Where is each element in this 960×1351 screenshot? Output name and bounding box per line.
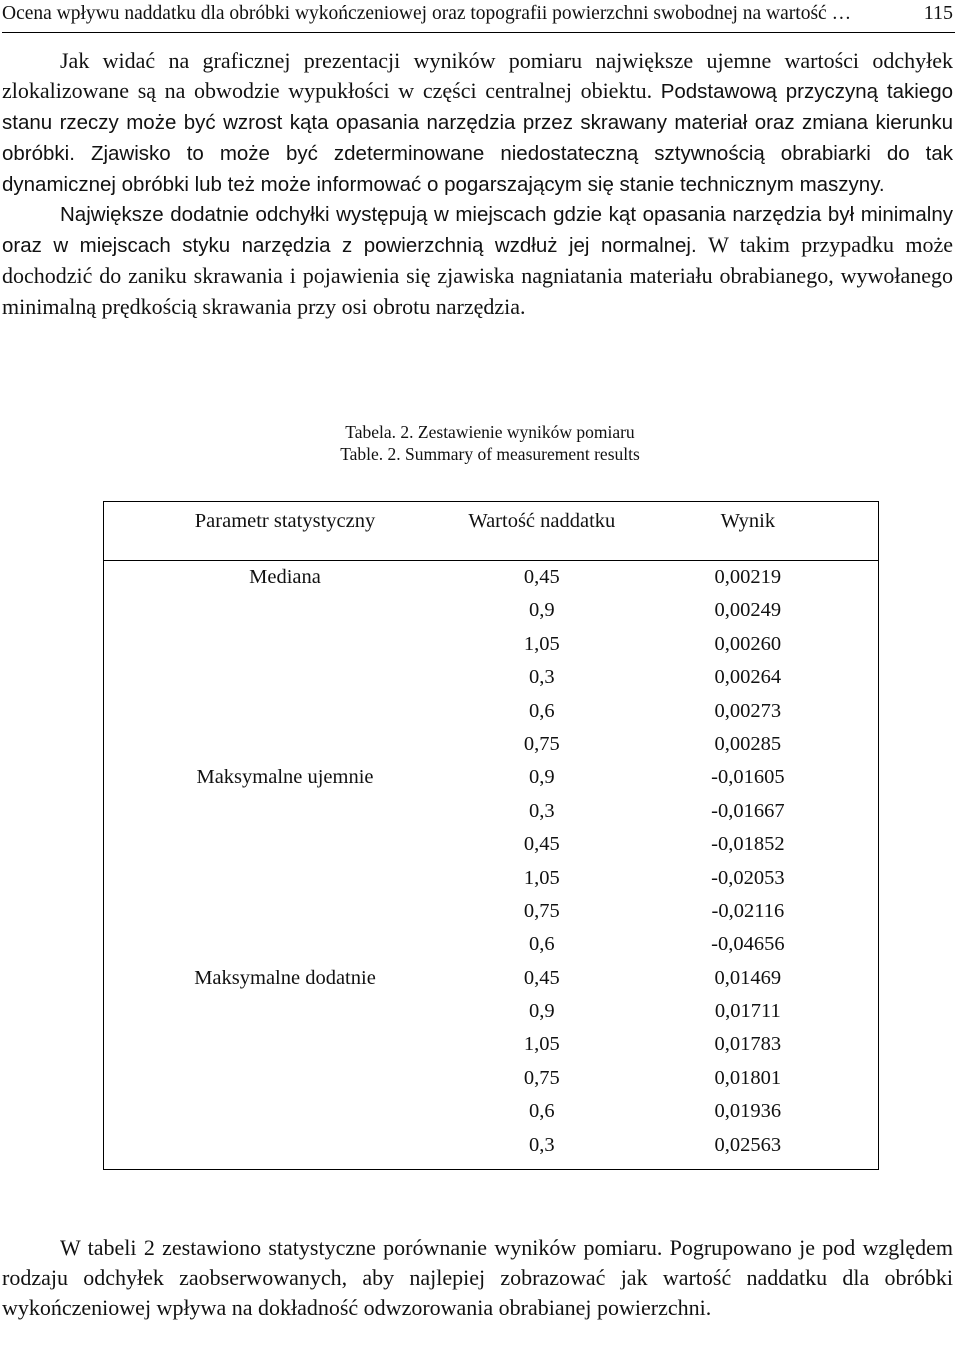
paragraph-2-sentence-1: Największe dodatnie odchyłki występują w miejscach gdzie kąt opasania narzędzia był minimalny oraz w miejscach styku narzędzia z powierzchnią wzdłuż jej normalnej. <box>2 203 953 257</box>
cell-result: 0,01469 <box>714 966 782 989</box>
cell-parameter <box>104 795 467 828</box>
cell-allowance: 0,9 <box>529 599 555 622</box>
table-row <box>104 594 879 627</box>
table-row <box>104 728 879 761</box>
cell-allowance: 0,45 <box>523 966 560 989</box>
table-row <box>104 1129 879 1170</box>
paragraph-1-sentence-1: Jak widać na graficznej prezentacji wyników pomiaru największe ujemne wartości odchyłek zlokalizowane są na obwodzie wypukłości w części centralnej obiektu. <box>2 48 953 103</box>
cell-allowance: 0,9 <box>529 766 555 789</box>
paragraph-2-sentence-2: W takim przypadku może dochodzić do zaniku skrawania i pojawienia się zjawiska nagniatania materiału obrabianego, wywołanego minimalną prędkością skrawania przy osi obrotu narzędzia. <box>2 232 953 319</box>
cell-parameter <box>104 995 467 1028</box>
table-row <box>104 1028 879 1061</box>
cell-allowance: 0,9 <box>529 1000 555 1023</box>
cell-result: -0,02053 <box>711 866 785 889</box>
cell-parameter: Mediana <box>249 566 321 588</box>
running-header <box>2 0 955 33</box>
cell-result: 0,00273 <box>714 699 782 722</box>
table-row <box>104 1062 879 1095</box>
table-body <box>104 561 879 1170</box>
cell-parameter: Maksymalne dodatnie <box>194 966 376 989</box>
table-row <box>104 761 879 794</box>
cell-parameter <box>104 895 467 928</box>
page-number: 115 <box>923 2 953 24</box>
cell-parameter <box>104 695 467 728</box>
cell-parameter <box>104 1062 467 1095</box>
body-text-top <box>2 46 953 323</box>
table-row <box>104 1095 879 1128</box>
cell-allowance: 1,05 <box>523 866 560 889</box>
cell-allowance: 1,05 <box>523 1033 560 1056</box>
cell-allowance: 0,6 <box>529 933 555 956</box>
cell-allowance: 0,3 <box>529 799 555 822</box>
cell-allowance: 0,45 <box>523 566 560 588</box>
table-row <box>104 995 879 1028</box>
table-caption-en: Table. 2. Summary of measurement results <box>340 444 640 464</box>
cell-result: -0,02116 <box>711 899 785 922</box>
cell-result: -0,01667 <box>711 799 785 822</box>
cell-allowance: 0,3 <box>529 666 555 689</box>
cell-parameter <box>104 661 467 694</box>
cell-allowance: 0,6 <box>529 1100 555 1123</box>
cell-parameter <box>104 594 467 627</box>
cell-parameter <box>104 728 467 761</box>
cell-parameter <box>104 1028 467 1061</box>
cell-result: 0,00264 <box>714 666 782 689</box>
cell-parameter: Maksymalne ujemnie <box>196 766 374 789</box>
cell-allowance: 0,3 <box>529 1133 555 1156</box>
cell-result: 0,02563 <box>714 1133 782 1156</box>
running-title: Ocena wpływu naddatku dla obróbki wykończeniowej oraz topografii powierzchni swobodnej na wartość … <box>2 3 852 24</box>
cell-result: 0,00260 <box>714 632 782 655</box>
cell-parameter <box>104 1095 467 1128</box>
paragraph-1-sentence-2: Podstawową przyczyną takiego stanu rzeczy może być wzrost kąta opasania narzędzia przez skrawany materiał oraz zmiana kierunku obróbki. Zjawisko to może być zdeterminowane niedostateczną sztywnością obrabiarki do tak dynamicznej obróbki lub też może informować o pogarszającym się stanie technicznym maszyny. <box>2 80 953 196</box>
cell-result: -0,01605 <box>711 766 785 789</box>
table-row <box>104 895 879 928</box>
cell-parameter <box>104 862 467 895</box>
header-allowance: Wartość naddatku <box>466 502 618 561</box>
table-row <box>104 695 879 728</box>
table-row <box>104 561 879 595</box>
cell-parameter <box>104 828 467 861</box>
paragraph-2 <box>2 200 953 323</box>
cell-allowance: 0,6 <box>529 699 555 722</box>
cell-allowance: 0,45 <box>523 833 560 856</box>
table-row <box>104 862 879 895</box>
cell-parameter <box>104 1129 467 1170</box>
cell-result: 0,01936 <box>714 1100 782 1123</box>
table-row <box>104 661 879 694</box>
cell-result: 0,01711 <box>714 1000 781 1023</box>
table-row <box>104 928 879 961</box>
cell-result: 0,00285 <box>714 732 782 755</box>
table-caption-pl: Tabela. 2. Zestawienie wyników pomiaru <box>345 422 635 442</box>
paragraph-3: W tabeli 2 zestawiono statystyczne porównanie wyników pomiaru. Pogrupowano je pod względem rodzaju odchyłek zaobserwowanych, aby najlepiej zobrazować jak wartość naddatku dla obróbki wykończeniowej wpływa na dokładność odwzorowania obrabianej powierzchni. <box>2 1235 953 1320</box>
table-row <box>104 795 879 828</box>
cell-result: 0,00249 <box>714 599 782 622</box>
header-result: Wynik <box>618 502 879 561</box>
cell-result: 0,00219 <box>714 566 782 588</box>
table-header-row <box>104 502 879 561</box>
cell-result: -0,04656 <box>711 933 785 956</box>
paragraph-1 <box>2 46 953 200</box>
results-table <box>103 501 879 1170</box>
cell-allowance: 0,75 <box>523 899 560 922</box>
table-row <box>104 828 879 861</box>
cell-result: 0,01801 <box>714 1066 782 1089</box>
header-parameter: Parametr statystyczny <box>104 502 467 561</box>
cell-allowance: 0,75 <box>523 732 560 755</box>
table-row <box>104 628 879 661</box>
cell-parameter <box>104 628 467 661</box>
cell-allowance: 1,05 <box>523 632 560 655</box>
cell-parameter <box>104 928 467 961</box>
cell-allowance: 0,75 <box>523 1066 560 1089</box>
table-row <box>104 962 879 995</box>
cell-result: 0,01783 <box>714 1033 782 1056</box>
cell-result: -0,01852 <box>711 833 785 856</box>
